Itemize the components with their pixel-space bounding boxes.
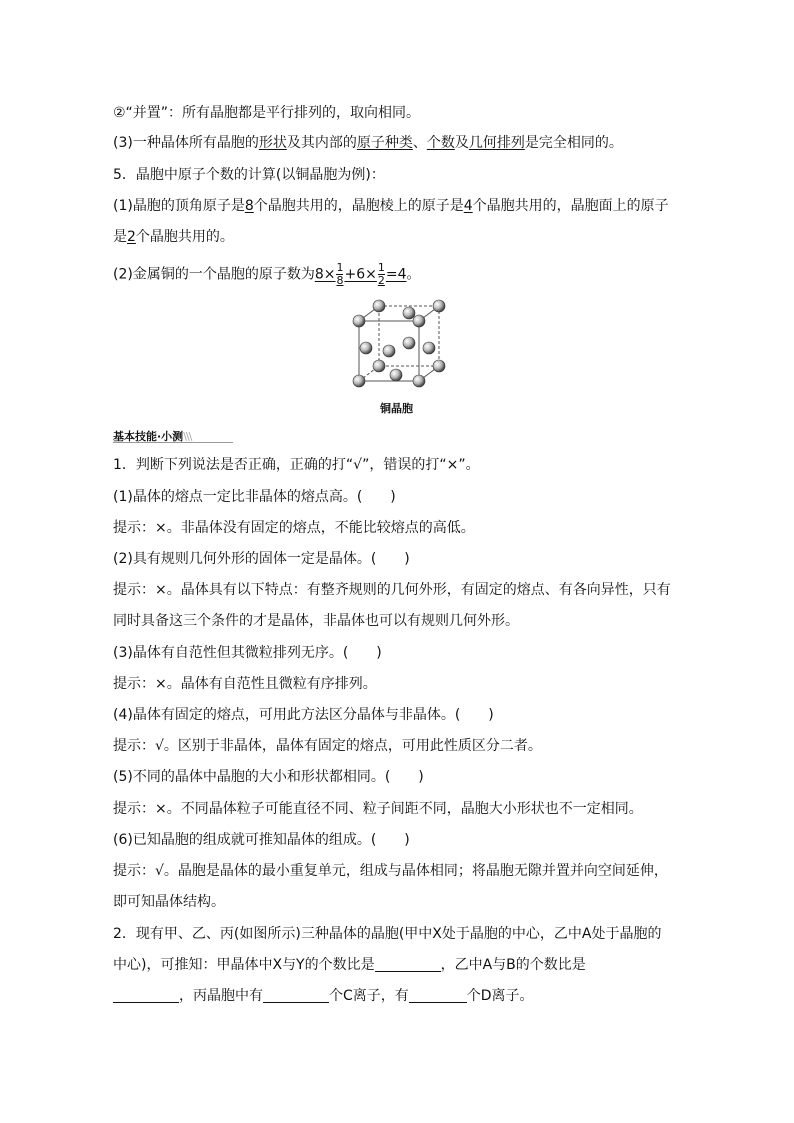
answer-blank-ab-ratio[interactable] [113,988,179,1003]
fraction-one-half: $\frac{1}{2}$ [377,261,385,287]
question-1-item-2: (2)具有规则几何外形的固体一定是晶体。( ) [113,551,410,567]
question-2-line-1: 2．现有甲、乙、丙(如图所示)三种晶体的晶胞(甲中X处于晶胞的中心，乙中A处于晶胞的 [113,926,662,942]
question-1-stem: 1．判断下列说法是否正确，正确的打“√”，错误的打“×”。 [113,457,480,473]
text-fragment: 是完全相同的。 [524,135,623,151]
question-1-hint-6b: 即可知晶体结构。 [113,894,225,910]
text-fragment: 及其内部的 [286,135,357,151]
section-title: 基本技能·小测 [113,430,184,443]
question-2-line-3 [113,987,534,1005]
text-line-heading-5: 5．晶胞中原子个数的计算(以铜晶胞为例)： [113,167,385,183]
answer-atom-types: 原子种类 [356,135,413,151]
text-line-face [113,228,234,246]
text-fragment: (2)金属铜的一个晶胞的原子数为 [113,266,315,283]
question-1-item-3: (3)晶体有自范性但其微粒排列无序。( ) [113,645,382,661]
text-fragment: (1)晶胞的顶角原子是 [113,198,245,214]
question-1-hint-5: 提示：×。不同晶体粒子可能直径不同、粒子间距不同，晶胞大小形状也不一定相同。 [113,801,643,817]
formula-part: +6× [344,266,377,283]
question-2-line-2 [113,956,586,974]
answer-edge: 4 [463,198,473,214]
question-1-hint-4: 提示：√。区别于非晶体，晶体有固定的熔点，可用此性质区分二者。 [113,738,542,754]
section-divider [113,442,233,443]
text-fragment: 个C离子，有 [329,988,409,1004]
answer-shape: 形状 [258,135,287,151]
text-fragment: 个晶胞共用的，晶胞棱上的原子是 [253,198,464,214]
text-fragment: ，丙晶胞中有 [179,988,263,1004]
question-1-hint-3: 提示：×。晶体有自范性且微粒有序排列。 [113,676,377,692]
text-fragment: 。 [406,266,421,283]
text-fragment: 中心)，可推知：甲晶体中X与Y的个数比是 [113,957,375,973]
section-decoration: \\\ [183,430,192,443]
text-fragment: 个晶胞共用的，晶胞面上的原子 [472,198,669,214]
text-fragment: 个D离子。 [466,988,534,1004]
question-1-hint-1: 提示：×。非晶体没有固定的熔点，不能比较熔点的高低。 [113,520,475,536]
text-fragment: 及 [454,135,469,151]
text-line-crystal-cells [113,134,623,152]
answer-blank-d-count[interactable] [409,988,467,1003]
copper-unit-cell-figure [342,296,452,400]
question-1-item-4: (4)晶体有固定的熔点，可用此方法区分晶体与非晶体。( ) [113,707,494,723]
text-fragment: 个晶胞共用的。 [135,229,234,245]
text-fragment: (3)一种晶体所有晶胞的 [113,135,259,151]
question-1-hint-2b: 同时具备这三个条件的才是晶体，非晶体也可以有规则几何外形。 [113,613,519,629]
answer-blank-c-count[interactable] [263,988,329,1003]
text-fragment: 、 [412,135,427,151]
formula-part: =4 [385,266,407,283]
answer-count: 个数 [426,135,455,151]
text-line-copper-count [113,262,421,287]
figure-caption: 铜晶胞 [380,402,413,415]
answer-vertex: 8 [244,198,254,214]
formula-part: 8× [314,266,336,283]
text-line-parallel: ②“并置”：所有晶胞都是平行排列的，取向相同。 [113,105,421,121]
question-1-item-5: (5)不同的晶体中晶胞的大小和形状都相同。( ) [113,769,424,785]
fcc-cube-diagram [342,296,452,396]
question-1-hint-2a: 提示：×。晶体具有以下特点：有整齐规则的几何外形，有固定的熔点、有各向异性，只有 [113,582,671,598]
text-fragment: 是 [113,229,127,245]
text-fragment: ，乙中A与B的个数比是 [440,957,586,973]
question-1-item-1: (1)晶体的熔点一定比非晶体的熔点高。( ) [113,489,396,505]
question-1-hint-6a: 提示：√。晶胞是晶体的最小重复单元，组成与晶体相同；将晶胞无隙并置并向空间延伸， [113,863,668,879]
text-line-shared-cells [113,197,669,215]
fraction-one-eighth: $\frac{1}{8}$ [336,261,344,287]
answer-blank-xy-ratio[interactable] [375,957,441,972]
answer-face: 2 [127,229,136,245]
answer-arrangement: 几何排列 [468,135,525,151]
question-1-item-6: (6)已知晶胞的组成就可推知晶体的组成。( ) [113,832,410,848]
